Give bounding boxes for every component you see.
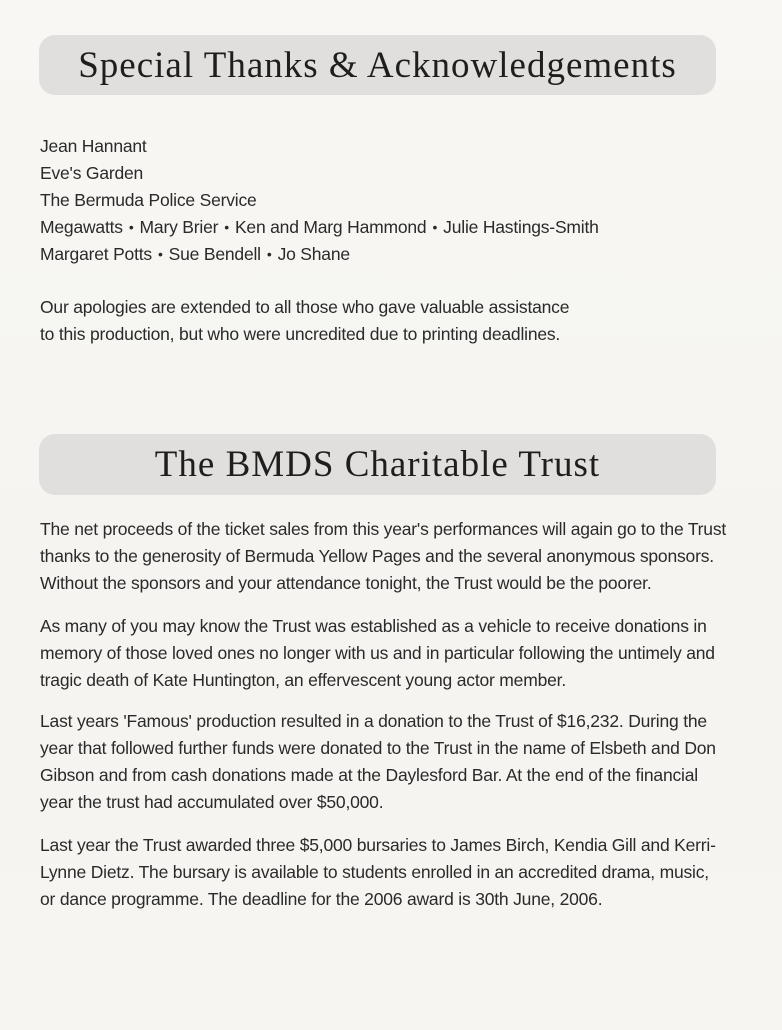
credit-name: Julie Hastings-Smith	[443, 217, 599, 237]
paragraph-line: The net proceeds of the ticket sales from this year's performances will again go to the Trust	[40, 519, 727, 539]
apology-line: Our apologies are extended to all those who gave valuable assistance	[40, 297, 570, 317]
credit-name: The Bermuda Police Service	[40, 190, 257, 210]
credit-name: Ken and Marg Hammond	[234, 217, 427, 237]
paragraph-line: year the trust had accumulated over $50,000.	[40, 792, 384, 812]
trust-paragraph-3	[40, 708, 730, 816]
bullet-separator: •	[432, 219, 438, 235]
paragraph-line: Last years 'Famous' production resulted in a donation to the Trust of $16,232. During the	[40, 711, 707, 731]
paragraph-line: Without the sponsors and your attendance tonight, the Trust would be the poorer.	[40, 573, 652, 593]
apology-line: to this production, but who were uncredited due to printing deadlines.	[40, 324, 561, 344]
paragraph-line: Last year the Trust awarded three $5,000 bursaries to James Birch, Kendia Gill and Kerri-	[40, 835, 716, 855]
paragraph-line: tragic death of Kate Huntington, an effervescent young actor member.	[40, 670, 566, 690]
credit-name: Sue Bendell	[168, 244, 261, 264]
trust-paragraph-4	[40, 832, 730, 913]
credit-name: Eve's Garden	[40, 163, 144, 183]
apology-note	[40, 294, 730, 348]
acknowledgements-title: Special Thanks & Acknowledgements	[78, 44, 677, 86]
credit-name: Megawatts	[40, 217, 123, 237]
trust-paragraph-2	[40, 613, 730, 694]
credits-list	[40, 133, 730, 268]
credit-name: Jo Shane	[277, 244, 350, 264]
credit-bullet-line-2	[40, 241, 730, 268]
bullet-separator: •	[128, 219, 134, 235]
credit-bullet-line-1	[40, 214, 730, 241]
trust-banner	[39, 434, 716, 495]
bullet-separator: •	[224, 219, 229, 235]
paragraph-line: Lynne Dietz. The bursary is available to students enrolled in an accredited drama, music,	[40, 862, 709, 882]
trust-title: The BMDS Charitable Trust	[154, 444, 601, 485]
paragraph-line: year that followed further funds were donated to the Trust in the name of Elsbeth and Don	[40, 738, 716, 758]
paragraph-line: or dance programme. The deadline for the 2006 award is 30th June, 2006.	[40, 889, 603, 909]
trust-paragraph-1	[40, 516, 730, 597]
credit-name: Jean Hannant	[40, 136, 147, 156]
credit-name: Margaret Potts	[40, 244, 152, 264]
acknowledgements-banner	[39, 35, 716, 95]
credit-name: Mary Brier	[139, 217, 219, 237]
bullet-separator: •	[157, 246, 163, 262]
paragraph-line: memory of those loved ones no longer with us and in particular following the untimely and	[40, 643, 715, 663]
bullet-separator: •	[266, 246, 272, 262]
paragraph-line: As many of you may know the Trust was established as a vehicle to receive donations in	[40, 616, 707, 636]
paragraph-line: thanks to the generosity of Bermuda Yellow Pages and the several anonymous sponsors.	[40, 546, 714, 566]
paragraph-line: Gibson and from cash donations made at the Daylesford Bar. At the end of the financial	[40, 765, 698, 785]
